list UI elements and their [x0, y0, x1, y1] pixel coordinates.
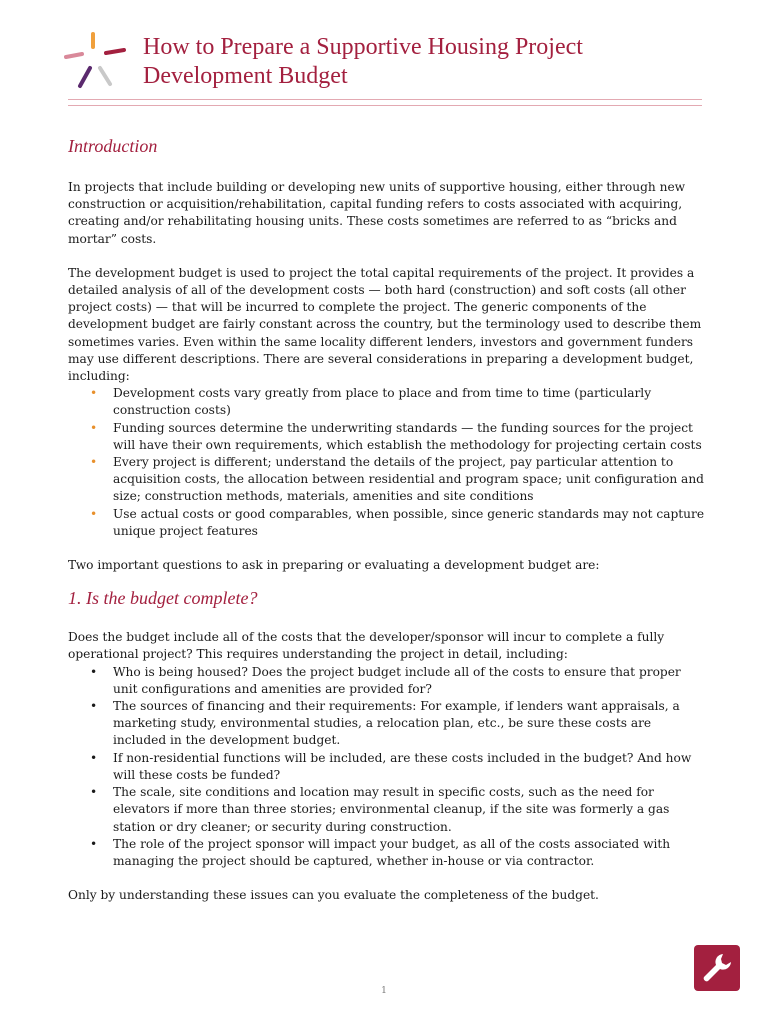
list-item: • If non-residential functions will be included, are these costs included in the budget? And how will these costs be funded?	[90, 750, 692, 782]
title-line-2: Development Budget	[143, 63, 348, 89]
list-item: • Funding sources determine the underwriting standards — the funding sources for the project will have their own requirements, which establish the methodology for projecting certain costs	[90, 420, 702, 452]
bullet-icon: •	[90, 506, 98, 521]
bullet-icon: •	[90, 455, 98, 470]
section-1-paragraph-2: Only by understanding these issues can you evaluate the completeness of the budget.	[68, 888, 599, 903]
page-title	[143, 33, 743, 91]
bullet-icon: •	[90, 836, 98, 851]
intro-bullet-list	[68, 385, 708, 540]
logo-icon	[62, 30, 130, 92]
intro-paragraph-1: In projects that include building or developing new units of supportive housing, either through new construction or acquisition/rehabilitation, capital funding refers to costs associated with acquiring, creating and/or rehabilitating housing units. These costs sometimes are referred to as “bricks and mortar” costs.	[68, 180, 686, 246]
document-body	[68, 134, 708, 904]
bullet-icon: •	[90, 699, 98, 714]
page-number: 1	[381, 986, 387, 996]
list-item: • The scale, site conditions and location may result in specific costs, such as the need for elevators if more than three stories; environmental cleanup, if the site was formerly a gas station or dry cleaner; or security during construction.	[90, 785, 670, 834]
list-item: • Every project is different; understand the details of the project, pay particular attention to acquisition costs, the allocation between residential and program space; unit configuration and size; construction methods, materials, amenities and site conditions	[90, 455, 704, 504]
introduction-heading: Introduction	[68, 136, 158, 156]
corner-badge	[694, 945, 740, 991]
list-item: • Use actual costs or good comparables, when possible, since generic standards may not capture unique project features	[90, 506, 705, 538]
wrench-icon	[694, 945, 740, 991]
title-line-1: How to Prepare a Supportive Housing Project	[143, 34, 583, 60]
list-item: • The sources of financing and their requirements: For example, if lenders want appraisals, a marketing study, environmental studies, a relocation plan, etc., be sure these costs are included in the development budget.	[90, 699, 680, 748]
bullet-icon: •	[90, 664, 98, 679]
list-item: • Development costs vary greatly from place to place and from time to time (particularly construction costs)	[90, 386, 652, 418]
bullet-icon: •	[90, 386, 98, 401]
intro-paragraph-3: Two important questions to ask in preparing or evaluating a development budget are:	[68, 558, 600, 573]
bullet-icon: •	[90, 750, 98, 765]
header-rule-top	[68, 99, 702, 100]
list-item: • Who is being housed? Does the project budget include all of the costs to ensure that proper unit configurations and amenities are provided for?	[90, 664, 681, 696]
section-1-bullet-list	[68, 664, 708, 870]
bullet-icon: •	[90, 420, 98, 435]
section-1-paragraph-1: Does the budget include all of the costs that the developer/sponsor will incur to complete a fully operational project? This requires understanding the project in detail, including:	[68, 630, 665, 662]
section-1-heading: 1. Is the budget complete?	[68, 588, 258, 609]
intro-paragraph-2: The development budget is used to project the total capital requirements of the project. It provides a detailed analysis of all of the development costs — both hard (construction) and soft costs (all other project costs) — that will be incurred to complete the project. The generic components of the development budget are fairly constant across the country, but the terminology used to describe them sometimes varies. Even within the same locality different lenders, investors and government funders may use different descriptions. There are several considerations in preparing a development budget, including:	[68, 265, 702, 384]
list-item: • The role of the project sponsor will impact your budget, as all of the costs associated with managing the project should be captured, whether in-house or via contractor.	[90, 836, 671, 868]
header-rule-bottom	[68, 105, 702, 106]
bullet-icon: •	[90, 785, 98, 800]
